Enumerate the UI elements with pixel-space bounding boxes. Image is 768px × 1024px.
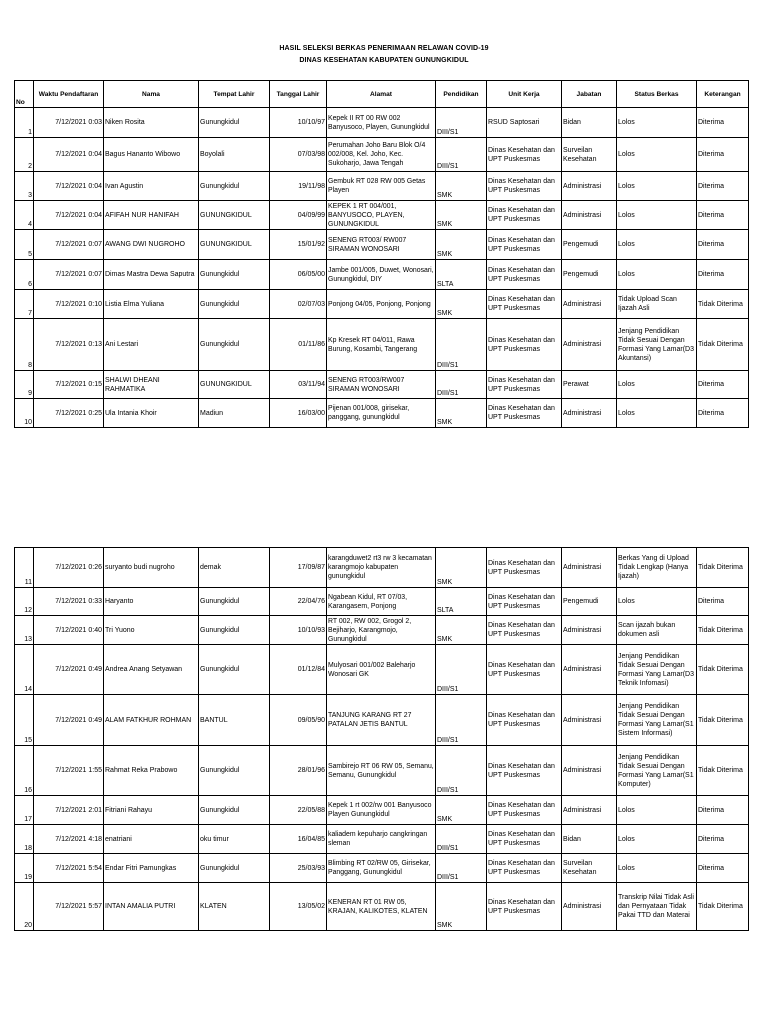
row-no: 7	[15, 290, 34, 319]
row-nama: enatriani	[104, 825, 199, 854]
row-pendidikan: SMK	[436, 883, 487, 931]
row-waktu: 7/12/2021 0:04	[34, 138, 104, 172]
row-tempat-lahir: demak	[199, 548, 270, 588]
row-status-berkas: Lolos	[617, 201, 697, 230]
row-keterangan: Diterima	[697, 399, 749, 428]
row-pendidikan: DIII/S1	[436, 138, 487, 172]
col-header-pendidikan: Pendidikan	[436, 81, 487, 108]
row-waktu: 7/12/2021 0:40	[34, 616, 104, 645]
row-tempat-lahir: GUNUNGKIDUL	[199, 201, 270, 230]
table-row	[15, 588, 749, 616]
row-keterangan: Diterima	[697, 588, 749, 616]
table-row	[15, 746, 749, 796]
row-alamat: SENENG RT003/RW007 SIRAMAN WONOSARI	[327, 371, 436, 399]
row-status-berkas: Jenjang Pendidikan Tidak Sesuai Dengan Formasi Yang Lamar(D3 Akuntansi)	[617, 319, 697, 371]
row-no: 13	[15, 616, 34, 645]
row-no: 1	[15, 108, 34, 138]
row-unit-kerja: Dinas Kesehatan dan UPT Puskesmas	[487, 230, 562, 260]
row-unit-kerja: Dinas Kesehatan dan UPT Puskesmas	[487, 548, 562, 588]
row-waktu: 7/12/2021 0:15	[34, 371, 104, 399]
row-waktu: 7/12/2021 2:01	[34, 796, 104, 825]
col-header-no: No	[15, 81, 34, 108]
row-pendidikan: DIII/S1	[436, 854, 487, 883]
row-nama: AFIFAH NUR HANIFAH	[104, 201, 199, 230]
row-jabatan: Pengemudi	[562, 588, 617, 616]
table-row	[15, 616, 749, 645]
row-keterangan: Diterima	[697, 260, 749, 290]
row-tanggal-lahir: 01/12/84	[270, 645, 327, 695]
row-waktu: 7/12/2021 0:04	[34, 201, 104, 230]
row-alamat: Perumahan Joho Baru Blok O/4 002/008, Kel. Joho, Kec. Sukoharjo, Jawa Tengah	[327, 138, 436, 172]
row-tanggal-lahir: 19/11/98	[270, 172, 327, 201]
row-tempat-lahir: BANTUL	[199, 695, 270, 746]
row-tempat-lahir: KLATEN	[199, 883, 270, 931]
row-unit-kerja: Dinas Kesehatan dan UPT Puskesmas	[487, 825, 562, 854]
row-pendidikan: SMK	[436, 290, 487, 319]
row-tempat-lahir: Gunungkidul	[199, 796, 270, 825]
row-jabatan: Administrasi	[562, 548, 617, 588]
row-jabatan: Administrasi	[562, 172, 617, 201]
row-keterangan: Diterima	[697, 230, 749, 260]
row-unit-kerja: Dinas Kesehatan dan UPT Puskesmas	[487, 645, 562, 695]
row-tanggal-lahir: 28/01/96	[270, 746, 327, 796]
table-header-row	[15, 81, 749, 108]
row-tanggal-lahir: 04/09/99	[270, 201, 327, 230]
row-nama: Fitriani Rahayu	[104, 796, 199, 825]
row-pendidikan: SLTA	[436, 588, 487, 616]
row-alamat: Gembuk RT 028 RW 005 Getas Playen	[327, 172, 436, 201]
row-alamat: KENERAN RT 01 RW 05, KRAJAN, KALIKOTES, KLATEN	[327, 883, 436, 931]
row-jabatan: Bidan	[562, 108, 617, 138]
document-title: HASIL SELEKSI BERKAS PENERIMAAN RELAWAN COVID-19	[279, 45, 489, 52]
row-waktu: 7/12/2021 0:03	[34, 108, 104, 138]
row-alamat: karangduwet2 rt3 rw 3 kecamatan karangmojo kabupaten gunungkidul	[327, 548, 436, 588]
row-keterangan: Diterima	[697, 172, 749, 201]
row-pendidikan: DIII/S1	[436, 108, 487, 138]
row-nama: Endar Fitri Pamungkas	[104, 854, 199, 883]
row-keterangan: Tidak Diterima	[697, 883, 749, 931]
row-tempat-lahir: GUNUNGKIDUL	[199, 371, 270, 399]
table-row	[15, 138, 749, 172]
row-no: 19	[15, 854, 34, 883]
table-row	[15, 108, 749, 138]
row-nama: AWANG DWI NUGROHO	[104, 230, 199, 260]
row-jabatan: Perawat	[562, 371, 617, 399]
row-alamat: TANJUNG KARANG RT 27 PATALAN JETIS BANTUL	[327, 695, 436, 746]
row-status-berkas: Lolos	[617, 260, 697, 290]
col-header-jabatan: Jabatan	[562, 81, 617, 108]
row-tempat-lahir: Madiun	[199, 399, 270, 428]
row-pendidikan: DIII/S1	[436, 645, 487, 695]
row-status-berkas: Scan ijazah bukan dokumen asli	[617, 616, 697, 645]
row-tanggal-lahir: 22/04/76	[270, 588, 327, 616]
row-unit-kerja: Dinas Kesehatan dan UPT Puskesmas	[487, 883, 562, 931]
row-alamat: Ponjong 04/05, Ponjong, Ponjong	[327, 290, 436, 319]
row-waktu: 7/12/2021 0:49	[34, 695, 104, 746]
row-tanggal-lahir: 09/05/90	[270, 695, 327, 746]
row-nama: Haryanto	[104, 588, 199, 616]
row-waktu: 7/12/2021 0:07	[34, 260, 104, 290]
row-status-berkas: Lolos	[617, 399, 697, 428]
row-tanggal-lahir: 15/01/92	[270, 230, 327, 260]
table-row	[15, 172, 749, 201]
row-status-berkas: Lolos	[617, 796, 697, 825]
row-jabatan: Administrasi	[562, 645, 617, 695]
row-tempat-lahir: Gunungkidul	[199, 260, 270, 290]
row-nama: SHALWI DHEANI RAHMATIKA	[104, 371, 199, 399]
row-nama: Bagus Hananto Wibowo	[104, 138, 199, 172]
row-waktu: 7/12/2021 5:57	[34, 883, 104, 931]
row-alamat: Blimbing RT 02/RW 05, Girisekar, Panggang, Gunungkidul	[327, 854, 436, 883]
row-pendidikan: DIII/S1	[436, 746, 487, 796]
row-nama: Dimas Mastra Dewa Saputra	[104, 260, 199, 290]
row-unit-kerja: Dinas Kesehatan dan UPT Puskesmas	[487, 201, 562, 230]
row-nama: ALAM FATKHUR ROHMAN	[104, 695, 199, 746]
row-waktu: 7/12/2021 0:07	[34, 230, 104, 260]
row-jabatan: Pengemudi	[562, 230, 617, 260]
row-tempat-lahir: Gunungkidul	[199, 616, 270, 645]
row-keterangan: Tidak Diterima	[697, 746, 749, 796]
row-status-berkas: Lolos	[617, 588, 697, 616]
row-tanggal-lahir: 25/03/93	[270, 854, 327, 883]
row-tanggal-lahir: 06/05/00	[270, 260, 327, 290]
row-alamat: RT 002, RW 002, Grogol 2, Bejiharjo, Karangmojo, Gunungkidul	[327, 616, 436, 645]
row-tanggal-lahir: 16/04/85	[270, 825, 327, 854]
row-tanggal-lahir: 17/09/87	[270, 548, 327, 588]
row-jabatan: Administrasi	[562, 319, 617, 371]
row-nama: Niken Rosita	[104, 108, 199, 138]
table-row	[15, 319, 749, 371]
row-waktu: 7/12/2021 4:18	[34, 825, 104, 854]
row-status-berkas: Lolos	[617, 230, 697, 260]
row-tanggal-lahir: 13/05/02	[270, 883, 327, 931]
table-row	[15, 260, 749, 290]
row-keterangan: Diterima	[697, 371, 749, 399]
row-keterangan: Diterima	[697, 108, 749, 138]
row-status-berkas: Lolos	[617, 172, 697, 201]
row-status-berkas: Jenjang Pendidikan Tidak Sesuai Dengan Formasi Yang Lamar(D3 Teknik Infomasi)	[617, 645, 697, 695]
row-nama: Listia Elma Yuliana	[104, 290, 199, 319]
row-jabatan: Administrasi	[562, 883, 617, 931]
row-unit-kerja: Dinas Kesehatan dan UPT Puskesmas	[487, 138, 562, 172]
row-tanggal-lahir: 22/05/88	[270, 796, 327, 825]
row-alamat: Kepek II RT 00 RW 002 Banyusoco, Playen, Gunungkidul	[327, 108, 436, 138]
row-alamat: Jambe 001/005, Duwet, Wonosari, Gunungkidul, DIY	[327, 260, 436, 290]
row-status-berkas: Lolos	[617, 108, 697, 138]
table-row	[15, 290, 749, 319]
row-keterangan: Diterima	[697, 825, 749, 854]
row-nama: Ani Lestari	[104, 319, 199, 371]
row-unit-kerja: Dinas Kesehatan dan UPT Puskesmas	[487, 616, 562, 645]
table-row	[15, 796, 749, 825]
row-jabatan: Pengemudi	[562, 260, 617, 290]
row-no: 4	[15, 201, 34, 230]
row-alamat: Sambirejo RT 06 RW 05, Semanu, Semanu, Gunungkidul	[327, 746, 436, 796]
row-no: 2	[15, 138, 34, 172]
table-row	[15, 695, 749, 746]
row-nama: INTAN AMALIA PUTRI	[104, 883, 199, 931]
row-nama: Ivan Agustin	[104, 172, 199, 201]
row-no: 9	[15, 371, 34, 399]
row-tempat-lahir: Gunungkidul	[199, 319, 270, 371]
row-no: 15	[15, 695, 34, 746]
row-pendidikan: SLTA	[436, 260, 487, 290]
row-alamat: Pijenan 001/008, girisekar, panggang, gunungkidul	[327, 399, 436, 428]
row-jabatan: Administrasi	[562, 399, 617, 428]
row-waktu: 7/12/2021 1:55	[34, 746, 104, 796]
row-pendidikan: DIII/S1	[436, 695, 487, 746]
row-alamat: KEPEK 1 RT 004/001, BANYUSOCO, PLAYEN, GUNUNGKIDUL	[327, 201, 436, 230]
row-keterangan: Tidak Diterima	[697, 290, 749, 319]
table-row	[15, 399, 749, 428]
row-pendidikan: SMK	[436, 548, 487, 588]
row-alamat: Mulyosari 001/002 Baleharjo Wonosari GK	[327, 645, 436, 695]
row-tanggal-lahir: 10/10/97	[270, 108, 327, 138]
col-header-nama: Nama	[104, 81, 199, 108]
row-unit-kerja: Dinas Kesehatan dan UPT Puskesmas	[487, 746, 562, 796]
row-waktu: 7/12/2021 0:10	[34, 290, 104, 319]
row-unit-kerja: Dinas Kesehatan dan UPT Puskesmas	[487, 854, 562, 883]
row-keterangan: Tidak Diterima	[697, 548, 749, 588]
row-no: 11	[15, 548, 34, 588]
table-row	[15, 371, 749, 399]
row-jabatan: Administrasi	[562, 201, 617, 230]
row-tempat-lahir: oku timur	[199, 825, 270, 854]
row-jabatan: Administrasi	[562, 290, 617, 319]
row-nama: Andrea Anang Setyawan	[104, 645, 199, 695]
row-nama: Ula Intania Khoir	[104, 399, 199, 428]
row-status-berkas: Jenjang Pendidikan Tidak Sesuai Dengan Formasi Yang Lamar(S1 Komputer)	[617, 746, 697, 796]
row-waktu: 7/12/2021 0:33	[34, 588, 104, 616]
row-status-berkas: Lolos	[617, 138, 697, 172]
row-no: 20	[15, 883, 34, 931]
row-waktu: 7/12/2021 0:26	[34, 548, 104, 588]
row-tempat-lahir: Gunungkidul	[199, 746, 270, 796]
row-tanggal-lahir: 01/11/86	[270, 319, 327, 371]
row-keterangan: Diterima	[697, 201, 749, 230]
row-alamat: Ngabean Kidul, RT 07/03, Karangasem, Ponjong	[327, 588, 436, 616]
col-header-tanggal-lahir: Tanggal Lahir	[270, 81, 327, 108]
results-table-page-1	[14, 80, 749, 428]
row-jabatan: Administrasi	[562, 616, 617, 645]
row-pendidikan: SMK	[436, 172, 487, 201]
table-row	[15, 548, 749, 588]
row-pendidikan: SMK	[436, 201, 487, 230]
row-tempat-lahir: Gunungkidul	[199, 645, 270, 695]
row-status-berkas: Tidak Upload Scan Ijazah Asli	[617, 290, 697, 319]
col-header-keterangan: Keterangan	[697, 81, 749, 108]
row-unit-kerja: Dinas Kesehatan dan UPT Puskesmas	[487, 796, 562, 825]
row-status-berkas: Lolos	[617, 371, 697, 399]
row-pendidikan: SMK	[436, 616, 487, 645]
row-keterangan: Diterima	[697, 138, 749, 172]
row-tempat-lahir: Boyolali	[199, 138, 270, 172]
row-jabatan: Administrasi	[562, 746, 617, 796]
row-status-berkas: Transkrip Nilai Tidak Asli dan Pernyataan Tidak Pakai TTD dan Materai	[617, 883, 697, 931]
row-no: 5	[15, 230, 34, 260]
table-row	[15, 230, 749, 260]
row-pendidikan: SMK	[436, 399, 487, 428]
row-unit-kerja: Dinas Kesehatan dan UPT Puskesmas	[487, 260, 562, 290]
row-no: 14	[15, 645, 34, 695]
row-no: 17	[15, 796, 34, 825]
row-pendidikan: SMK	[436, 796, 487, 825]
row-keterangan: Diterima	[697, 854, 749, 883]
row-keterangan: Tidak Diterima	[697, 616, 749, 645]
row-tempat-lahir: Gunungkidul	[199, 108, 270, 138]
row-no: 16	[15, 746, 34, 796]
col-header-status-berkas: Status Berkas	[617, 81, 697, 108]
results-table-page-2	[14, 547, 749, 931]
row-unit-kerja: Dinas Kesehatan dan UPT Puskesmas	[487, 399, 562, 428]
row-tanggal-lahir: 07/03/98	[270, 138, 327, 172]
row-nama: suryanto budi nugroho	[104, 548, 199, 588]
table-row	[15, 201, 749, 230]
row-waktu: 7/12/2021 0:25	[34, 399, 104, 428]
row-waktu: 7/12/2021 0:49	[34, 645, 104, 695]
row-no: 18	[15, 825, 34, 854]
row-nama: Rahmat Reka Prabowo	[104, 746, 199, 796]
row-status-berkas: Lolos	[617, 854, 697, 883]
row-tempat-lahir: GUNUNGKIDUL	[199, 230, 270, 260]
row-tanggal-lahir: 03/11/94	[270, 371, 327, 399]
table-row	[15, 825, 749, 854]
row-jabatan: Surveilan Kesehatan	[562, 854, 617, 883]
col-header-tempat-lahir: Tempat Lahir	[199, 81, 270, 108]
row-status-berkas: Lolos	[617, 825, 697, 854]
row-tempat-lahir: Gunungkidul	[199, 854, 270, 883]
row-jabatan: Surveilan Kesehatan	[562, 138, 617, 172]
row-pendidikan: DIII/S1	[436, 319, 487, 371]
col-header-waktu: Waktu Pendaftaran	[34, 81, 104, 108]
row-status-berkas: Jenjang Pendidikan Tidak Sesuai Dengan Formasi Yang Lamar(S1 Sistem Informasi)	[617, 695, 697, 746]
table-row	[15, 854, 749, 883]
table-row	[15, 645, 749, 695]
row-keterangan: Diterima	[697, 796, 749, 825]
row-tanggal-lahir: 02/07/03	[270, 290, 327, 319]
row-waktu: 7/12/2021 0:13	[34, 319, 104, 371]
row-unit-kerja: Dinas Kesehatan dan UPT Puskesmas	[487, 319, 562, 371]
row-status-berkas: Berkas Yang di Upload Tidak Lengkap (Hanya Ijazah)	[617, 548, 697, 588]
row-no: 8	[15, 319, 34, 371]
row-no: 12	[15, 588, 34, 616]
row-tanggal-lahir: 10/10/93	[270, 616, 327, 645]
row-keterangan: Tidak Diterima	[697, 645, 749, 695]
row-no: 10	[15, 399, 34, 428]
row-unit-kerja: Dinas Kesehatan dan UPT Puskesmas	[487, 588, 562, 616]
row-jabatan: Bidan	[562, 825, 617, 854]
row-keterangan: Tidak Diterima	[697, 319, 749, 371]
row-no: 3	[15, 172, 34, 201]
row-tempat-lahir: Gunungkidul	[199, 172, 270, 201]
row-waktu: 7/12/2021 5:54	[34, 854, 104, 883]
row-no: 6	[15, 260, 34, 290]
row-nama: Tri Yuono	[104, 616, 199, 645]
row-pendidikan: DIII/S1	[436, 825, 487, 854]
row-unit-kerja: Dinas Kesehatan dan UPT Puskesmas	[487, 172, 562, 201]
row-jabatan: Administrasi	[562, 796, 617, 825]
row-jabatan: Administrasi	[562, 695, 617, 746]
table-row	[15, 883, 749, 931]
row-alamat: Kepek 1 rt 002/rw 001 Banyusoco Playen Gunungkidul	[327, 796, 436, 825]
col-header-alamat: Alamat	[327, 81, 436, 108]
row-keterangan: Tidak Diterima	[697, 695, 749, 746]
row-pendidikan: SMK	[436, 230, 487, 260]
row-waktu: 7/12/2021 0:04	[34, 172, 104, 201]
row-unit-kerja: Dinas Kesehatan dan UPT Puskesmas	[487, 695, 562, 746]
col-header-unit-kerja: Unit Kerja	[487, 81, 562, 108]
row-unit-kerja: Dinas Kesehatan dan UPT Puskesmas	[487, 290, 562, 319]
document-subtitle: DINAS KESEHATAN KABUPATEN GUNUNGKIDUL	[299, 57, 469, 64]
row-pendidikan: DIII/S1	[436, 371, 487, 399]
row-alamat: SENENG RT003/ RW007 SIRAMAN WONOSARI	[327, 230, 436, 260]
row-alamat: kaliadem kepuharjo cangkringan sleman	[327, 825, 436, 854]
row-tanggal-lahir: 16/03/00	[270, 399, 327, 428]
row-alamat: Kp Kresek RT 04/011, Rawa Burung, Kosambi, Tangerang	[327, 319, 436, 371]
row-unit-kerja: RSUD Saptosari	[487, 108, 562, 138]
row-unit-kerja: Dinas Kesehatan dan UPT Puskesmas	[487, 371, 562, 399]
row-tempat-lahir: Gunungkidul	[199, 588, 270, 616]
row-tempat-lahir: Gunungkidul	[199, 290, 270, 319]
